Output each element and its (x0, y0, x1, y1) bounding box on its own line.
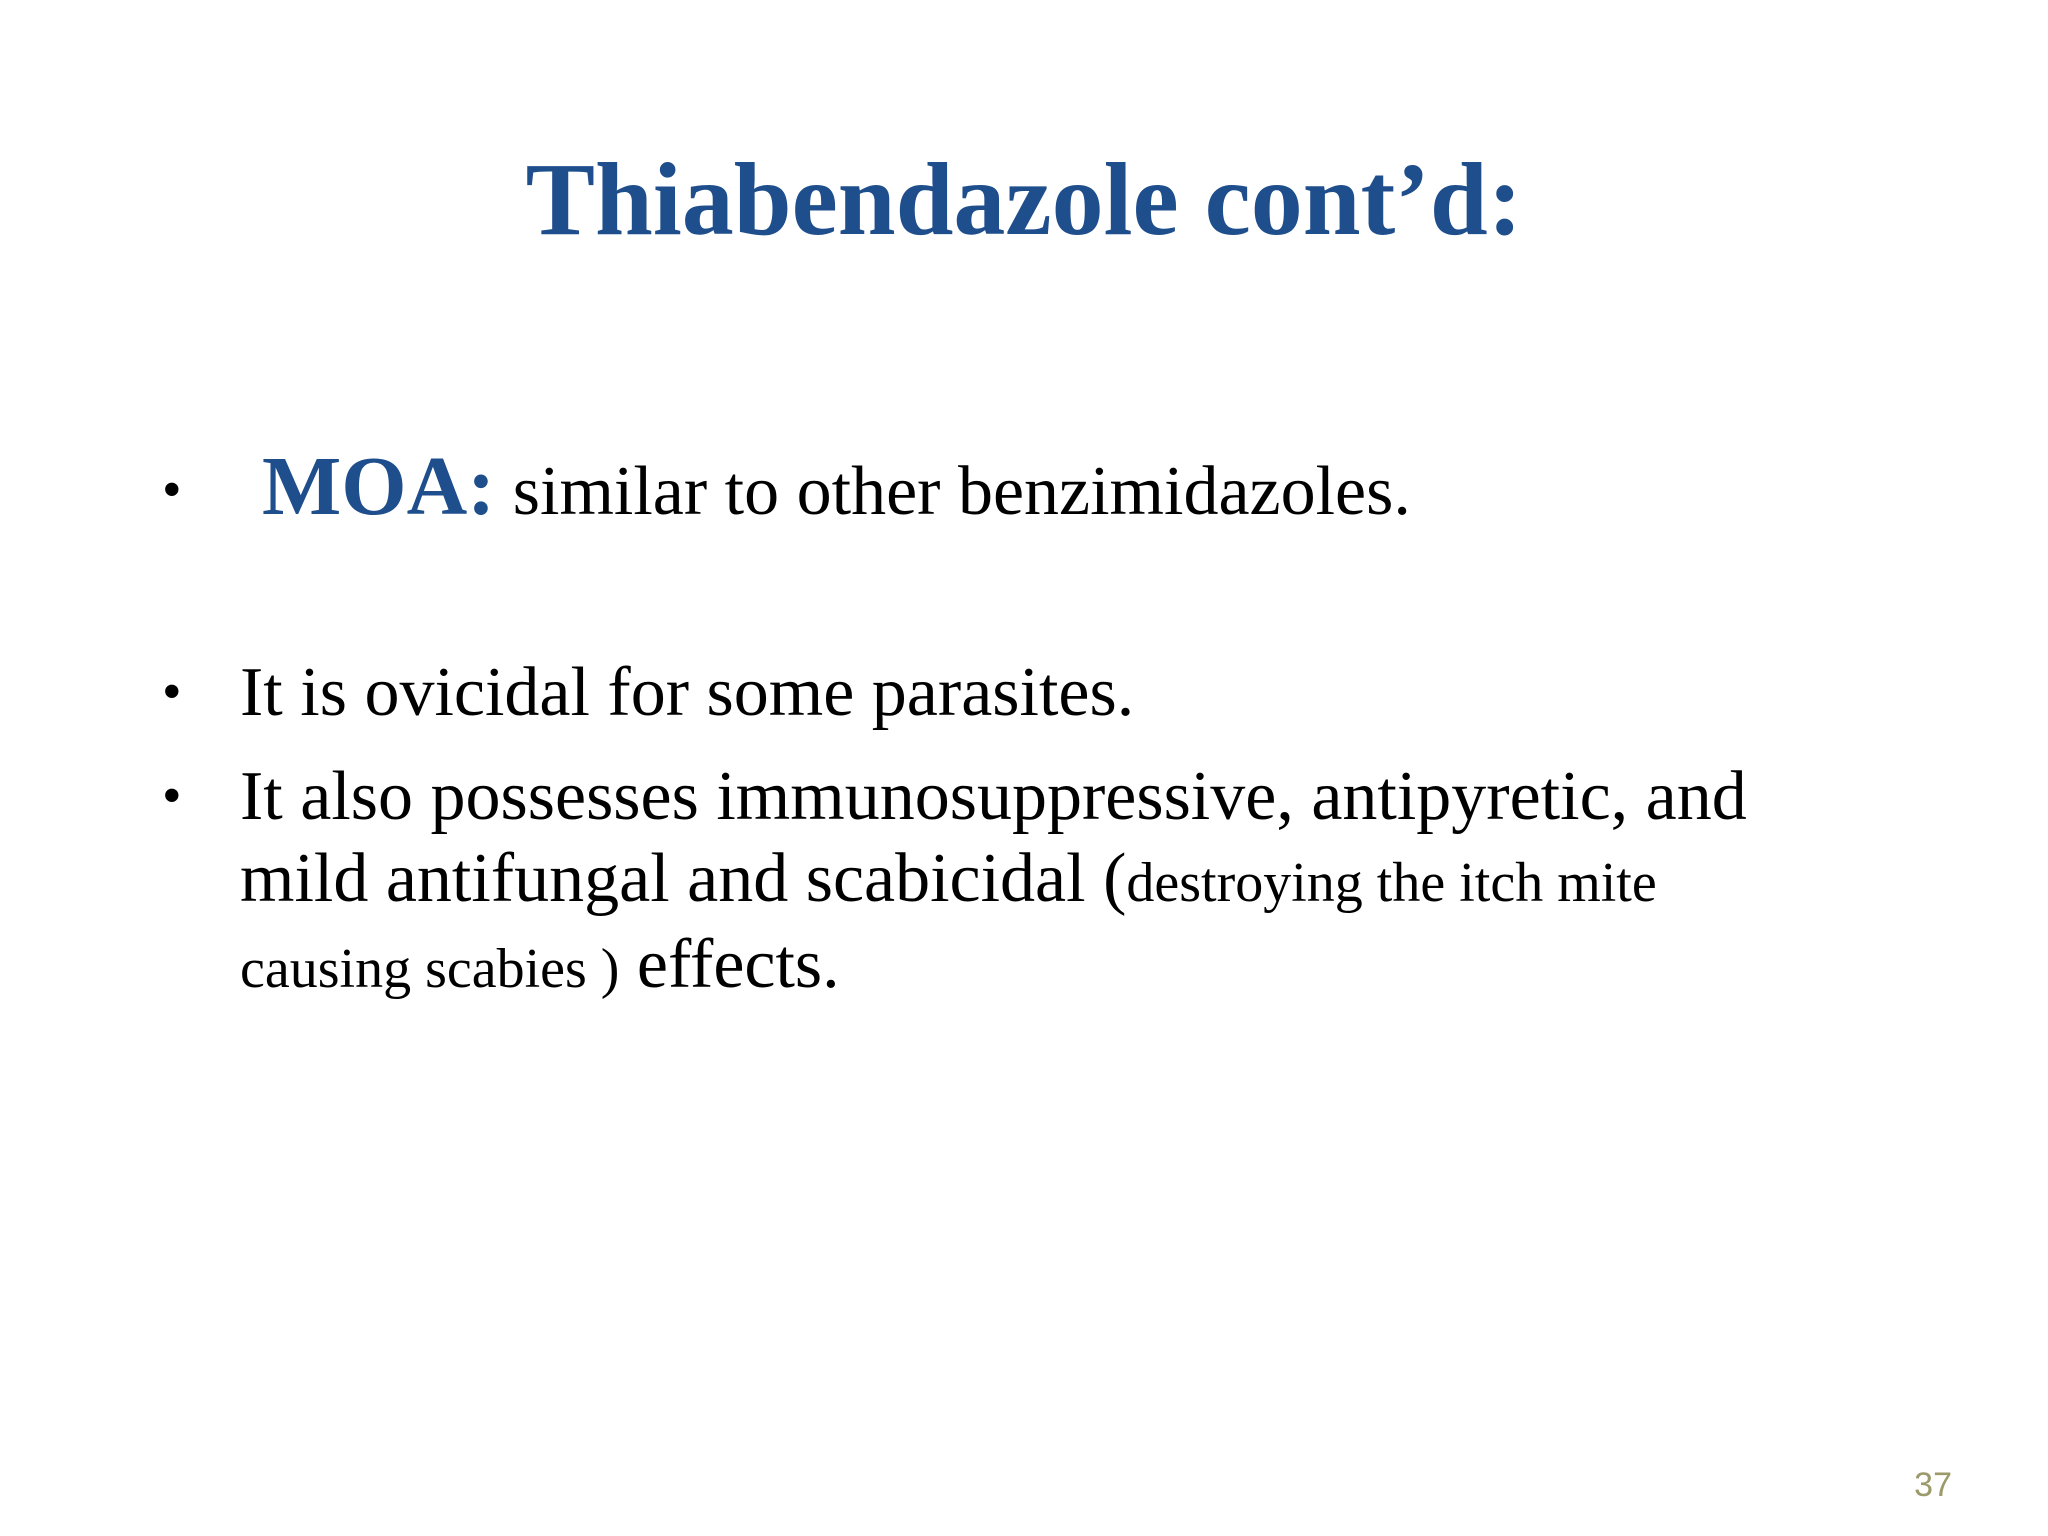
bullet-marker: • (162, 765, 182, 827)
bullet-marker: • (162, 661, 182, 723)
page-number: 37 (1914, 1466, 1952, 1504)
effects-text-small: destroying the itch mite causing scabies ) (240, 852, 1657, 1000)
bullet-ovicidal: It is ovicidal for some parasites. (240, 654, 1135, 731)
slide-title: Thiabendazole cont’d: (525, 142, 1523, 257)
bullet-moa (262, 440, 1862, 533)
effects-text-part2: effects. (619, 926, 840, 1003)
moa-label: MOA: (262, 440, 496, 533)
bullet-marker: • (162, 459, 182, 521)
bullet-effects (240, 756, 1820, 1010)
effects-text-part1: It also possesses immunosuppressive, antipyretic, and mild antifungal and scabicidal ( (240, 758, 1747, 917)
moa-text: similar to other benzimidazoles. (512, 453, 1411, 530)
